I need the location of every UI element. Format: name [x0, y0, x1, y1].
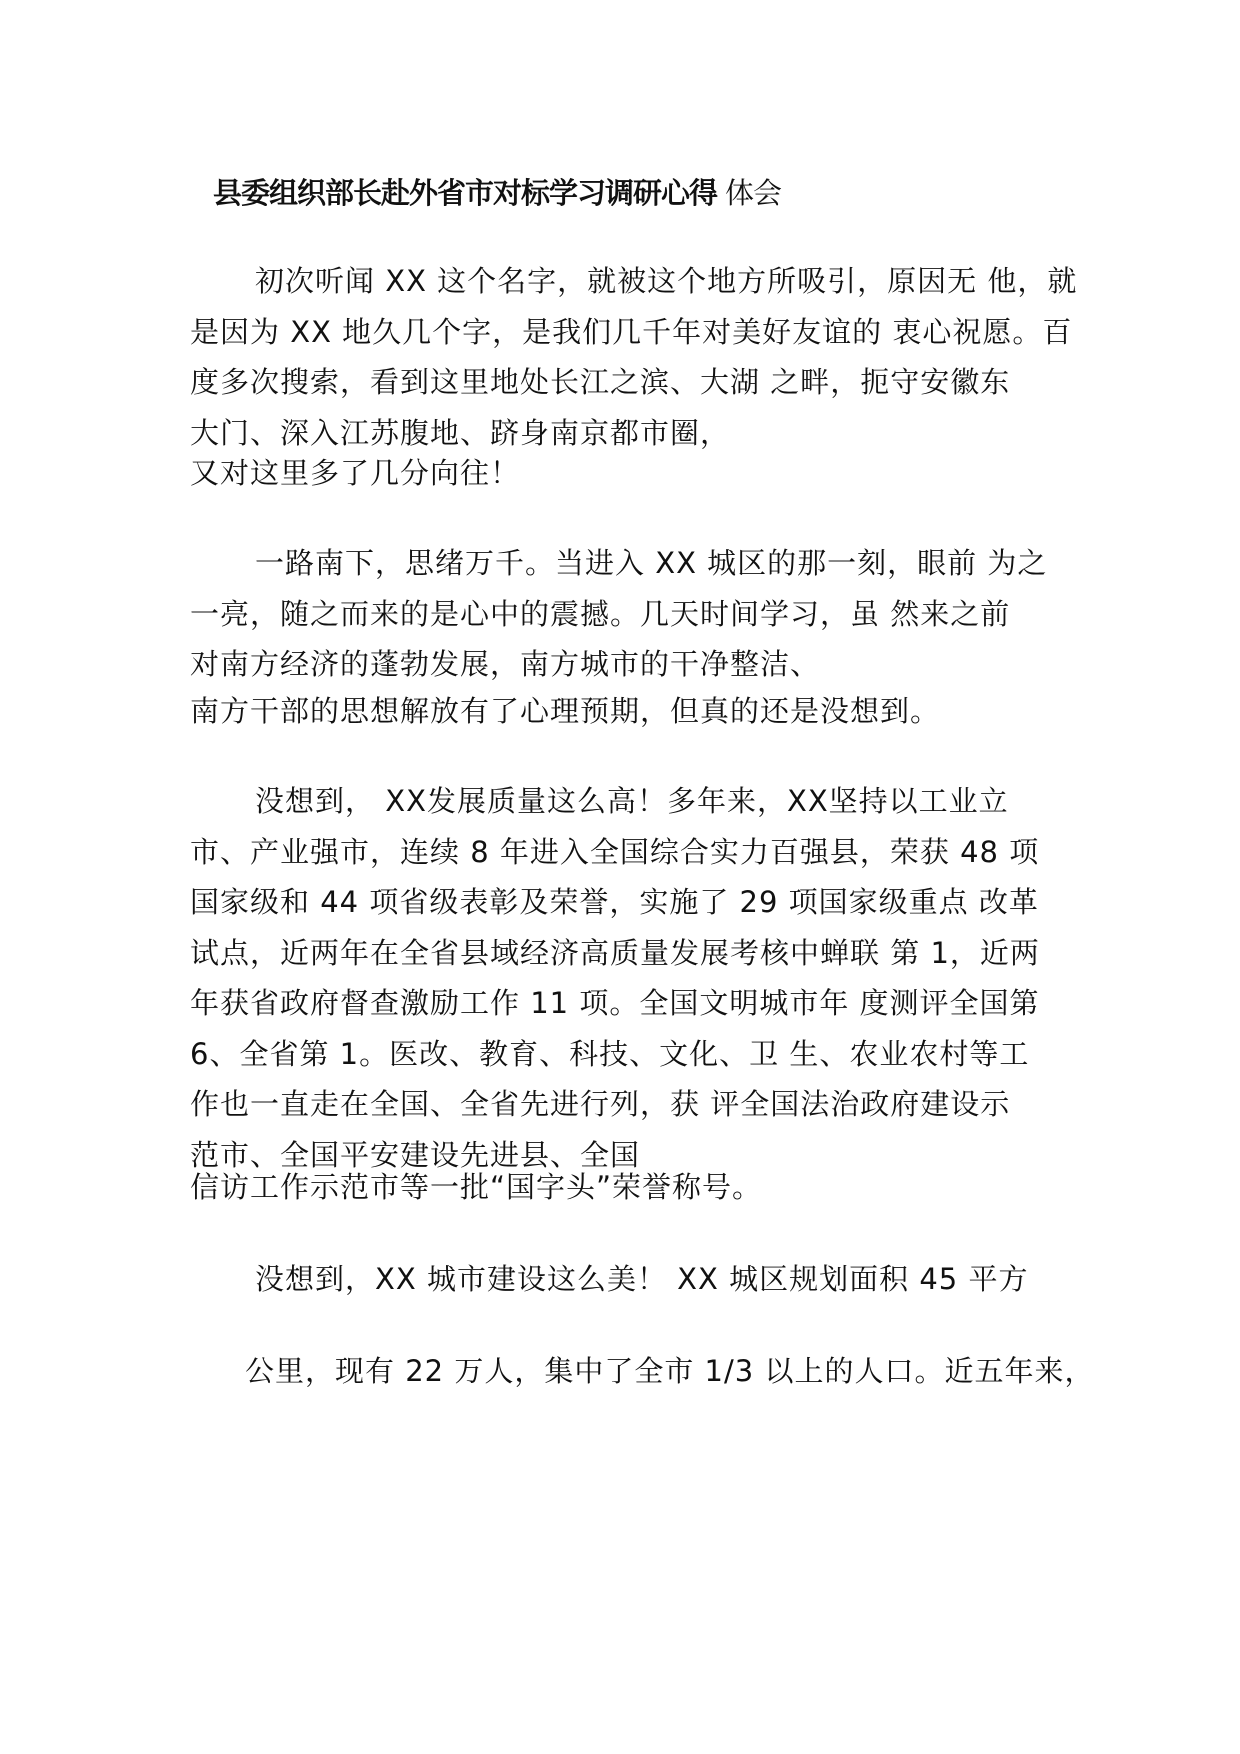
paragraph-8: [190, 1346, 1095, 1397]
paragraph-line: 范市、全国平安建设先进县、全国: [190, 1137, 641, 1172]
paragraph-line: 没想到， XX发展质量这么高！多年来，XX坚持以工业立: [255, 784, 1009, 818]
paragraph-line: 公里，现有 22 万人，集中了全市 1/3 以上的人口。近五年来，: [245, 1354, 1095, 1388]
paragraph-line: 市、产业强市，连续 8 年进入全国综合实力百强县，荣获 48 项: [190, 834, 1040, 869]
paragraph-line: 南方干部的思想解放有了心理预期，但真的还是没想到。: [190, 694, 941, 728]
paragraph-2: [190, 448, 1080, 499]
title-main: 县委组织部长赴外省市对标学习调研心得: [213, 176, 718, 210]
paragraph-line: 6、全省第 1。医改、教育、科技、文化、卫 生、农业农村等工: [190, 1036, 1030, 1071]
paragraph-line: 试点，近两年在全省县域经济高质量发展考核中蝉联 第 1，近两: [190, 935, 1040, 970]
paragraph-line: 没想到，XX 城市建设这么美！ XX 城区规划面积 45 平方: [255, 1262, 1029, 1296]
paragraph-5: [190, 776, 1080, 1180]
paragraph-line: 初次听闻 XX 这个名字，就被这个地方所吸引，原因无 他，就: [255, 264, 1078, 298]
title-tail: 体会: [725, 176, 782, 210]
paragraph-6: [190, 1162, 1080, 1213]
paragraph-line: 又对这里多了几分向往！: [190, 456, 521, 490]
document-title: [213, 173, 781, 213]
paragraph-4: [190, 686, 1080, 737]
paragraph-3: [190, 538, 1080, 690]
paragraph-line: 作也一直走在全国、全省先进行列，获 评全国法治政府建设示: [190, 1087, 1011, 1121]
paragraph-line: 一亮，随之而来的是心中的震撼。几天时间学习，虽 然来之前: [190, 596, 1011, 631]
paragraph-line: 度多次搜索，看到这里地处长江之滨、大湖 之畔，扼守安徽东: [190, 365, 1011, 399]
paragraph-line: 对南方经济的蓬勃发展，南方城市的干净整洁、: [190, 647, 821, 681]
paragraph-line: 信访工作示范市等一批“国字头”荣誉称号。: [190, 1170, 763, 1204]
paragraph-line: 一路南下，思绪万千。当进入 XX 城区的那一刻，眼前 为之: [255, 546, 1048, 580]
paragraph-line: 年获省政府督查激励工作 11 项。全国文明城市年 度测评全国第: [190, 986, 1040, 1020]
paragraph-line: 大门、深入江苏腹地、跻身南京都市圈，: [190, 415, 731, 450]
paragraph-line: 是因为 XX 地久几个字，是我们几千年对美好友谊的 衷心祝愿。百: [190, 314, 1073, 349]
paragraph-line: 国家级和 44 项省级表彰及荣誉，实施了 29 项国家级重点 改革: [190, 885, 1039, 919]
paragraph-7: [190, 1254, 1080, 1305]
paragraph-1: [190, 256, 1080, 458]
